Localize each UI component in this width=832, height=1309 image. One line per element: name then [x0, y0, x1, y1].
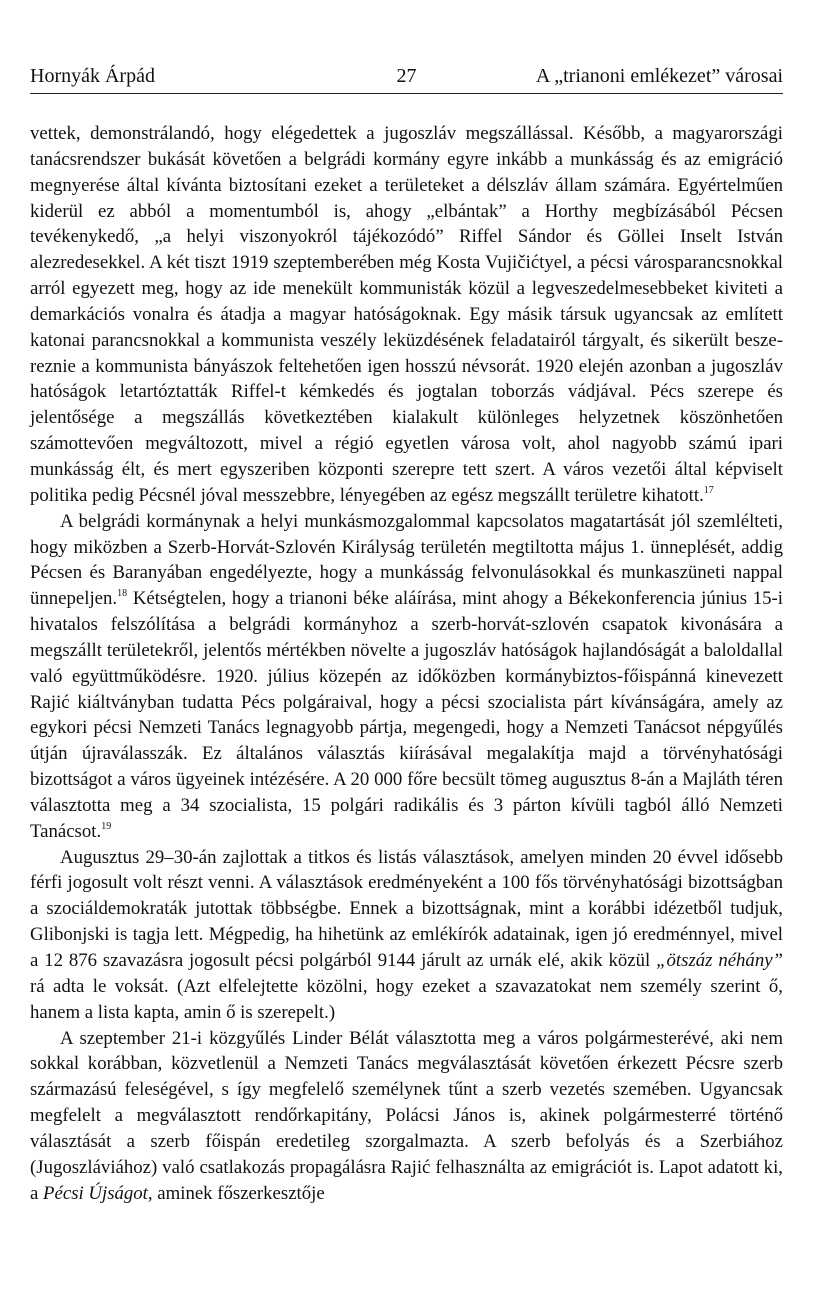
footnote-ref: 18	[117, 587, 128, 599]
italic-text: „ötszáz néhány”	[656, 950, 783, 971]
body-text	[30, 121, 783, 1206]
paragraph	[30, 1026, 783, 1207]
text-run: vettek, demonstrálandó, hogy elégedettek a jugoszláv megszállással. Később, a magyarországi tanácsrendszer bukását követően a belgrádi kormány egyre inkább a munkásság és az emigráció megnyerése által kívánta biztosítani ezeket a területeket a délszláv állam számára. Egyértelműen kiderül ez abból a momentumból is, ahogy „elbántak” a Horthy megbízásából Pécsen tevékenykedő, „a helyi viszonyokról tájékozódó” Riffel Sándor és Göllei Inselt István alezredesekkel. A két tiszt 1919 szeptemberében még Kosta Vujičićtyel, a pécsi városparancsnokkal arról egyezett meg, hogy az ide menekült kommunisták közül a legveszedelmesebbeket kiviteti a demarkációs vonalra és átadja a magyar hatóságoknak. Egy másik társuk ugyancsak az említett katonai parancsnokkal a kommunista veszély leküzdésének feladatairól tárgyalt, és sikerült beszereznie a kommunista bányászok feltehetően igen hosszú névsorát. 1920 elején azonban a jugoszláv hatóságok letartóztatták Riffel-t kémkedés és jogtalan toborzás vádjával. Pécs szerepe és jelentősége a megszállás következtében kialakult különleges helyzetnek köszönhetően számottevően megváltozott, mivel a régió egyetlen városa volt, ahol nagyobb számú ipari munkásság élt, és mert egyszeriben központi szerepre tett szert. A város vezetői által képviselt politika pedig Pécsnél jóval messzebbre, lényegében az egész megszállt területre kihatott.	[30, 123, 783, 506]
paragraph	[30, 121, 783, 509]
header-author: Hornyák Árpád	[30, 65, 155, 87]
text-run: Kétségtelen, hogy a trianoni béke aláírása, mint ahogy a Békekonferencia június 15-i hivatalos felszólítása a belgrádi kormányhoz a szerb-horvát-szlovén csapatok kivonására a megszállt területekről, jelentős mértékben növelte a jugoszláv hatóságok hajlandóságát a baloldallal való együttműködésre. 1920. július közepén az időközben kormánybiztos-főispánná kinevezett Rajić kiáltványban tudatta Pécs polgáraival, hogy a pécsi szocialista párt kívánságára, amely az egykori pécsi Nemzeti Tanács legnagyobb pártja, megengedi, hogy a Nemzeti Tanácsot népgyűlés útján újraválasszák. Ez általános választás kiírásával megalakítja majd a törvényhatósági bizottságot a város ügyeinek intézésére. A 20 000 főre becsült tömeg augusztus 8-án a Majláth téren választotta meg a 34 szocialista, 15 polgári radikális és 3 párton kívüli tagból álló Nemzeti Tanácsot.	[30, 588, 783, 842]
footnote-ref: 17	[703, 484, 714, 496]
header-rule	[30, 93, 783, 94]
footnote-ref: 19	[101, 820, 112, 832]
paragraph	[30, 509, 783, 845]
page-number: 27	[396, 65, 417, 87]
paragraph	[30, 845, 783, 1026]
text-run: rá adta le voksát. (Azt elfelejtette közölni, hogy ezeket a szavazatokat nem személy szerint ő, hanem a lista kapta, amin ő is szerepelt.)	[30, 975, 783, 1023]
text-run: , aminek főszerkesztője	[147, 1182, 325, 1204]
header-running-title: A „trianoni emlékezet” városai	[535, 65, 783, 87]
text-run: A belgrádi kormánynak a helyi munkásmozgalommal kapcsolatos magatartását jól szemlélteti, hogy miközben a Szerb-Horvát-Szlovén Királyság területén megtiltotta május 1. ünneplését, addig Pécsen és Baranyában engedélyezte, hogy a munkásság felvonulásokkal és munkaszüneti nappal ünnepeljen.	[30, 510, 783, 610]
running-header	[30, 62, 783, 90]
text-run: A szeptember 21-i közgyűlés Linder Bélát választotta meg a város polgármesterévé, aki nem sokkal korábban, közvetlenül a Nemzeti Tanács megválasztását követően érkezett Pécsre szerb származású feleségével, s így megfelelő személynek tűnt a szerb vezetés szemében. Ugyancsak megfelelt a megválasztott rendőrkapitány, Polácsi János is, akinek polgármesterré történő választását a szerb főispán eredetileg szorgalmazta. A szerb befolyás és a Szerbiához (Jugoszláviához) való csatlakozás propagálásra Rajić felhasználta az emigrációt is. Lapot adatott ki, a	[30, 1027, 783, 1204]
italic-text: Pécsi Újságot	[43, 1182, 148, 1204]
text-run: Augusztus 29–30-án zajlottak a titkos és listás választások, amelyen minden 20 évvel idősebb férfi jogosult volt részt venni. A választások eredményeként a 100 fős törvényhatósági bizottságban a szociáldemokraták jutottak többségbe. Ennek a bizottságnak, mint a korábbi idézetből tudjuk, Glibonjski is tagja lett. Mégpedig, ha hihetünk az emlékírók adatainak, igen jó eredménnyel, mivel a 12 876 szavazásra jogosult pécsi polgárból 9144 járult az urnák elé, akik közül	[30, 846, 783, 971]
